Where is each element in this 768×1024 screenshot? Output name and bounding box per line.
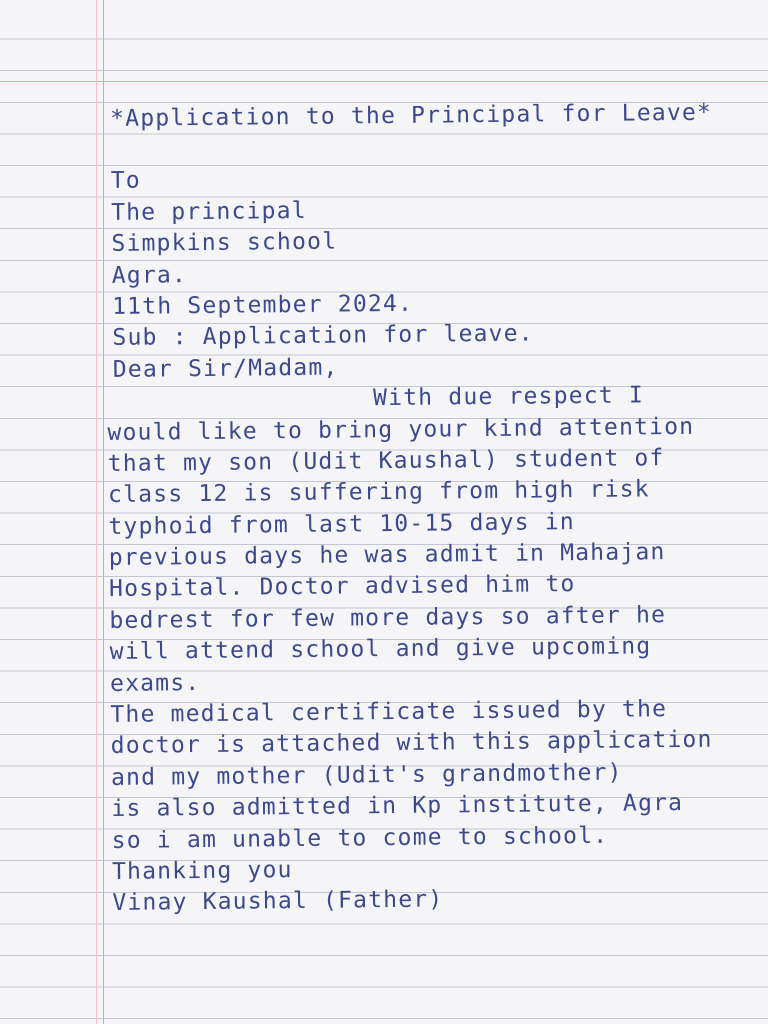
body-line: and my mother (Udit's grandmother): [110, 759, 623, 791]
body-line: will attend school and give upcoming: [109, 633, 652, 666]
letter-heading: *Application to the Principal for Leave*: [110, 99, 713, 132]
body-line: class 12 is suffering from high risk: [107, 476, 650, 509]
body-line: so i am unable to come to school.: [111, 822, 609, 854]
address-school: Simpkins school: [111, 228, 338, 258]
body-line: would like to bring your kind attention: [107, 413, 695, 446]
letter-signature: Vinay Kaushal (Father): [112, 886, 444, 917]
body-line: that my son (Udit Kaushal) student of: [107, 445, 665, 477]
body-line: With due respect I: [372, 382, 645, 412]
letter-subject: Sub : Application for leave.: [112, 320, 534, 352]
letter-closing: Thanking you: [111, 857, 293, 885]
body-line: bedrest for few more days so after he: [109, 602, 667, 634]
body-line: previous days he was admit in Mahajan: [108, 539, 666, 572]
body-line: doctor is attached with this application: [110, 727, 713, 760]
address-to: To: [110, 168, 142, 195]
top-margin-line: [0, 81, 768, 82]
address-recipient: The principal: [111, 197, 307, 226]
letter-date: 11th September 2024.: [111, 290, 414, 320]
body-line: typhoid from last 10-15 days in: [108, 508, 576, 540]
letter-salutation: Dear Sir/Madam,: [112, 354, 339, 383]
body-line: exams.: [109, 669, 201, 697]
leave-application-letter: [104, 97, 753, 919]
body-line: Hospital. Doctor advised him to: [108, 571, 576, 603]
address-city: Agra.: [111, 261, 188, 289]
body-line: is also admitted in Kp institute, Agra: [111, 790, 684, 823]
body-line: The medical certificate issued by the: [110, 696, 668, 728]
margin-line-outer: [96, 0, 97, 1024]
